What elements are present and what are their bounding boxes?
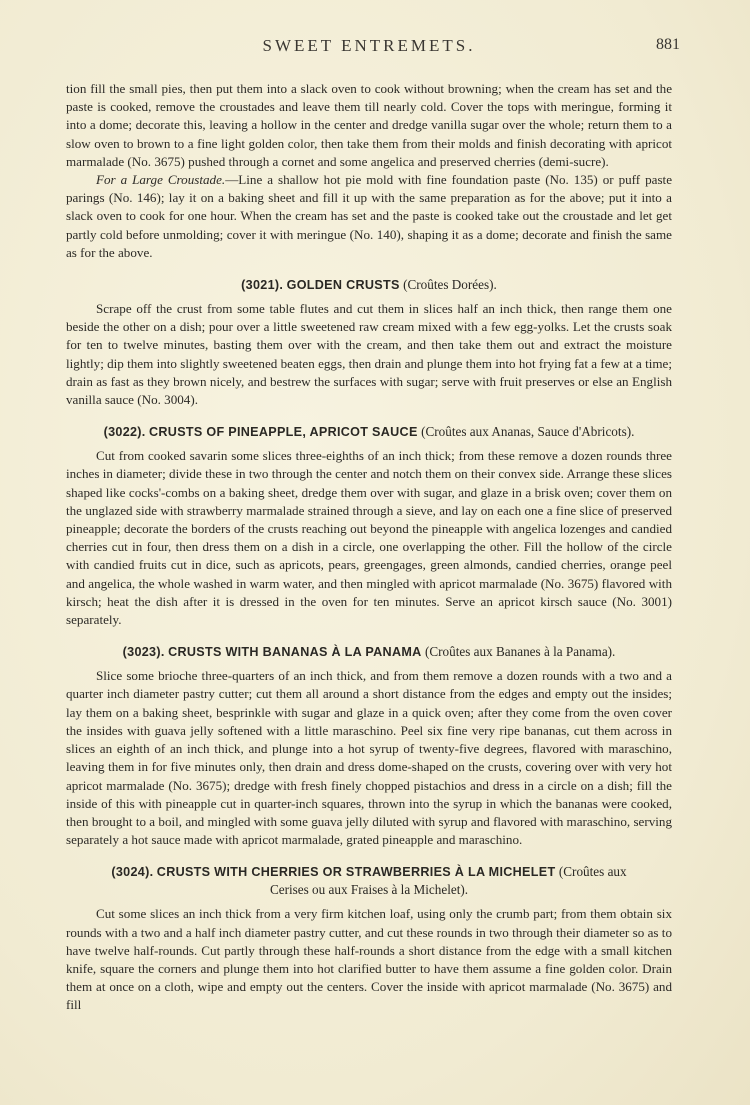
recipe-heading-3022 xyxy=(66,423,672,441)
recipe-number: (3024). xyxy=(111,865,154,880)
recipe-heading-3023 xyxy=(66,643,672,661)
recipe-body-3022: Cut from cooked savarin some slices three-eighths of an inch thick; from these remove a dozen rounds three inches in diameter; divide these in two through the center and notch them on their convex side. Arrange these slices shaped like cocks'-combs on a baking sheet, dredge them over with sugar, and glaze in a brisk oven; cover them on the unglazed side with strawberry marmalade strained through a sieve, and lay on each one a fine slice of preserved pineapple; decorate the borders of the crusts reaching out beyond the pineapple with angelica lozenges and candied cherries cut in four, then dress them on a dish in a circle, one overlapping the other. Fill the hollow of the circle with candied fruits cut in dice, such as apricots, pears, greengages, green almonds, candied cherries, orange peel and angelica, the whole washed in warm water, and then mingled with apricot marmalade (No. 3675) flavored with kirsch; heat the dish after it is dressed in the oven for ten minutes. Serve an apricot kirsch sauce (No. 3001) separately. xyxy=(66,448,672,628)
recipe-title: GOLDEN CRUSTS xyxy=(286,278,400,293)
page-number: 881 xyxy=(656,36,680,53)
recipe-number: (3022). xyxy=(103,425,146,440)
large-croustade-lead: For a Large Croustade. xyxy=(96,172,226,188)
recipe-title: CRUSTS OF PINEAPPLE, APRICOT SAUCE xyxy=(149,425,418,440)
large-croustade-body: —Line a shallow hot pie mold with fine foundation paste (No. 135) or puff paste parings (No. 146); lay it on a baking sheet and fill it up with the same preparation as for the above; put it into a slack oven to cook for one hour. When the cream has set and the paste is cooked take out the croustade and let get partly cold before unmolding; cover it with meringue (No. 140), shaping it as a dome; decorate and finish the same as for the above. xyxy=(66,172,673,260)
recipe-french-title: (Croûtes aux Bananes à la Panama). xyxy=(424,644,616,660)
recipe-french-title-continued: Cerises ou aux Fraises à la Michelet). xyxy=(269,882,469,898)
recipe-title: CRUSTS WITH CHERRIES OR STRAWBERRIES À LA MICHELET xyxy=(156,865,556,880)
recipe-heading-3021 xyxy=(66,276,672,294)
recipe-french-title: (Croûtes Dorées). xyxy=(403,277,497,293)
recipe-number: (3021). xyxy=(241,278,284,293)
recipe-number: (3023). xyxy=(122,645,165,660)
large-croustade-paragraph xyxy=(66,171,672,262)
recipe-body-3024: Cut some slices an inch thick from a very firm kitchen loaf, using only the crumb part; from them obtain six rounds with a two and a half inch diameter pastry cutter, and cut these rounds in two through their diameter so as to have twelve half-rounds. Cut partly through these half-rounds a short distance from the edge with a small kitchen knife, square the corners and plunge them into hot clarified butter to have them assume a fine golden color. Drain them at once on a cloth, wipe and empty out the centers. Cover the inside with apricot marmalade (No. 3675) and fill xyxy=(66,906,672,1013)
recipe-heading-3024 xyxy=(66,863,672,899)
recipe-french-title: (Croûtes aux Ananas, Sauce d'Abricots). xyxy=(421,424,635,440)
page-header xyxy=(66,36,680,80)
running-head: SWEET ENTREMETS. xyxy=(262,36,476,55)
intro-paragraph: tion fill the small pies, then put them into a slack oven to cook without browning; when the cream has set and the paste is cooked, remove the croustades and leave them till nearly cold. Cover the tops with meringue, forming it into a dome; decorate this, leaving a hollow in the center and dredge vanilla sugar over the whole; return them to a slow oven to brown to a fine light golden color, then take them from their molds and finish decorating with apricot marmalade (No. 3675) pushed through a cornet and some angelica and preserved cherries (demi-sucre). xyxy=(66,81,672,169)
recipe-french-title: (Croûtes aux xyxy=(558,864,627,880)
recipe-body-3021: Scrape off the crust from some table flutes and cut them in slices half an inch thick, then range them one beside the other on a dish; pour over a little sweetened raw cream mixed with a few egg-yolks. Let the crusts soak for ten to twelve minutes, basting them over with the cream, and then take them out and extract the moisture lightly; dip them into slightly sweetened beaten eggs, then drain and plunge them into hot frying fat a few at a time; drain as fast as they brown nicely, and bestrew the surfaces with sugar; serve with fruit preserves or else an English vanilla sauce (No. 3004). xyxy=(66,301,672,408)
recipe-body-3023: Slice some brioche three-quarters of an inch thick, and from them remove a dozen rounds with a two and a quarter inch diameter pastry cutter; cut them all around a short distance from the edges and empty out the insides; lay them on a baking sheet, besprinkle with sugar and glaze in a quick oven; after they come from the oven cover the insides with guava jelly softened with a little maraschino. Peel six fine very ripe bananas, cut them across in slices an eighth of an inch thick, and plunge into a hot syrup of twenty-five degrees, flavored with maraschino, leaving them in for five minutes only, then drain and dress dome-shaped on the crusts, covering over with very hot apricot marmalade (No. 3675); dredge with fresh finely chopped pistachios and dress in a circle on a dish; fill the inside of this with pineapple cut in quarter-inch squares, thrown into the syrup in which the bananas were cooked, then brought to a boil, and mingled with some guava jelly diluted with syrup and flavored with maraschino, serving separately a hot sauce made with apricot marmalade, grated pineapple and maraschino. xyxy=(66,668,672,848)
recipe-title: CRUSTS WITH BANANAS À LA PANAMA xyxy=(168,645,422,660)
